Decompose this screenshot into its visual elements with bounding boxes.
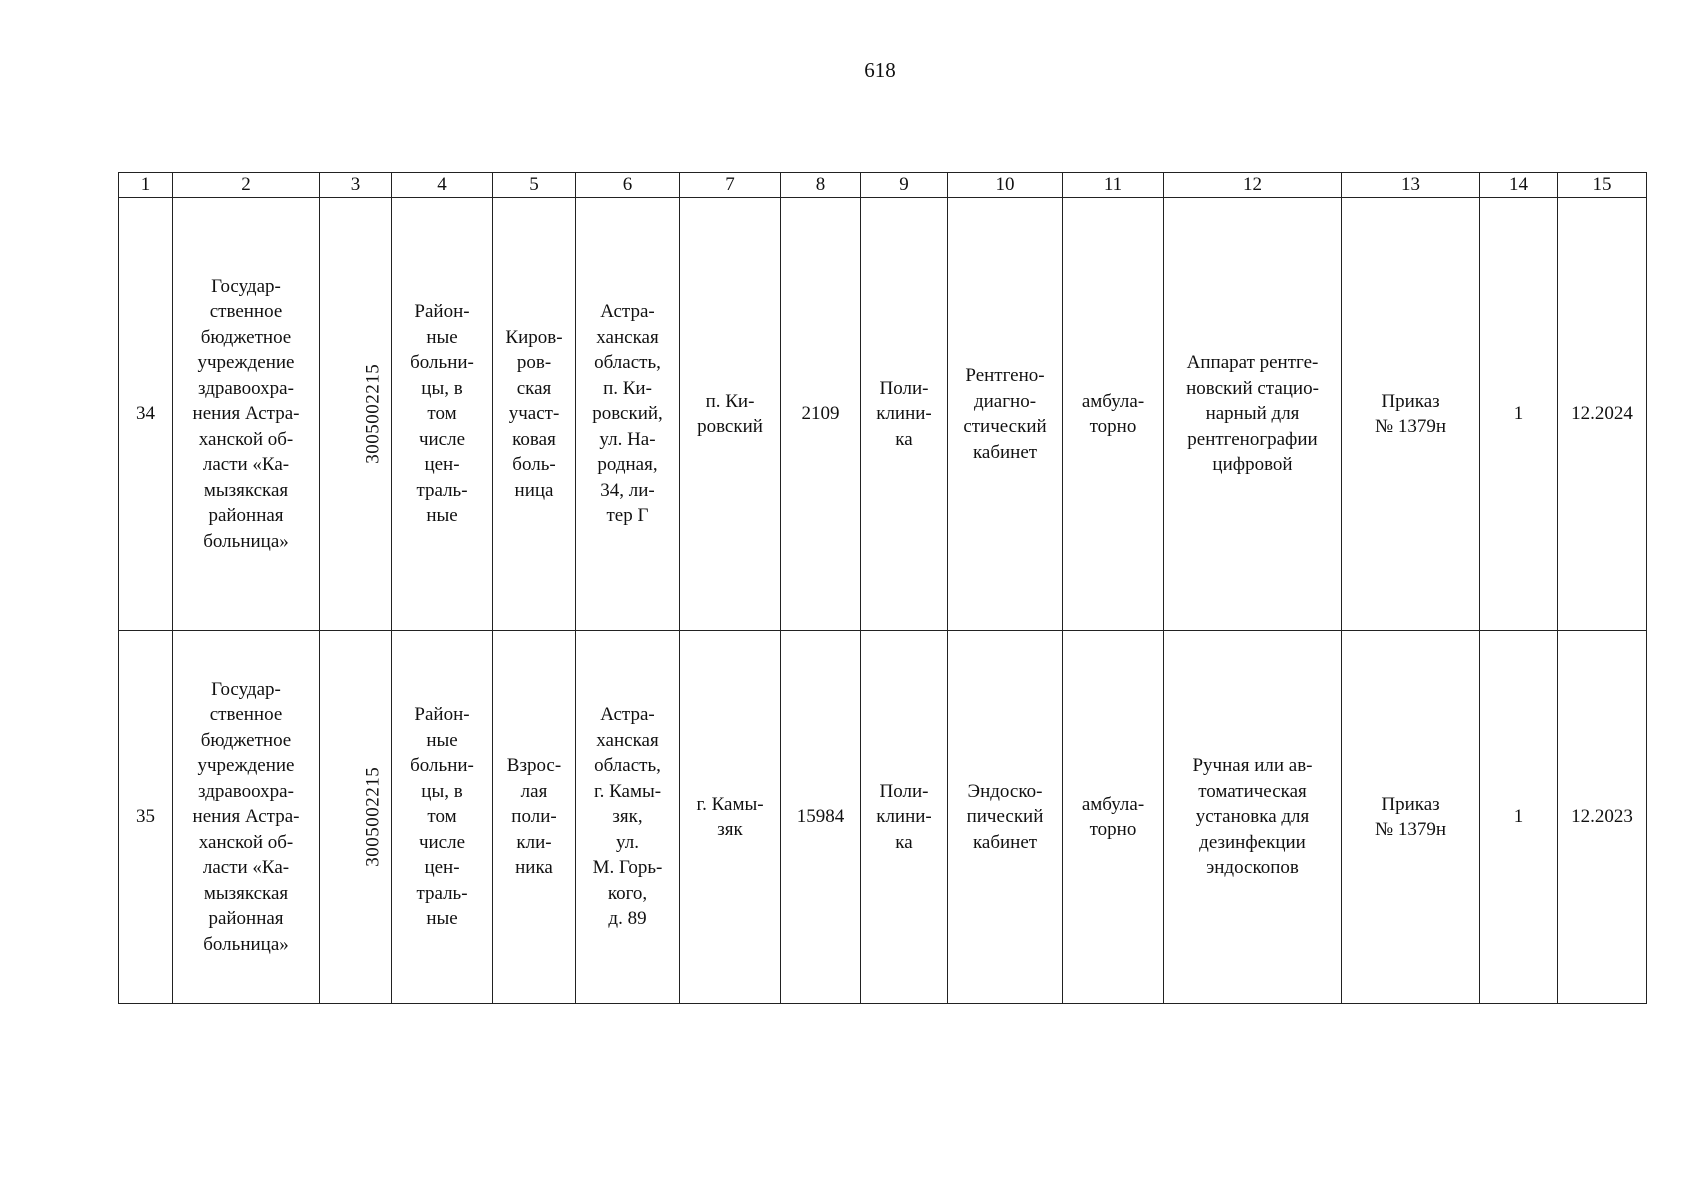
standard-cell: Приказ № 1379н xyxy=(1342,631,1480,1004)
column-header: 8 xyxy=(781,173,861,198)
column-header: 10 xyxy=(948,173,1063,198)
care-form-cell: амбула- торно xyxy=(1063,631,1164,1004)
equipment-cell: Аппарат рентге- новский стацио- нарный для рентгенографии цифровой xyxy=(1164,198,1342,631)
table-row xyxy=(119,631,1647,1004)
column-header: 13 xyxy=(1342,173,1480,198)
column-header: 4 xyxy=(392,173,493,198)
room-cell: Рентгено- диагно- стический кабинет xyxy=(948,198,1063,631)
equipment-table xyxy=(118,172,1647,1004)
row-number-cell: 35 xyxy=(119,631,173,1004)
date-cell: 12.2023 xyxy=(1558,631,1647,1004)
unit-cell: Поли- клини- ка xyxy=(861,198,948,631)
room-cell: Эндоско- пический кабинет xyxy=(948,631,1063,1004)
column-header: 14 xyxy=(1480,173,1558,198)
code-cell xyxy=(320,631,392,1004)
institution-code: 3005002215 xyxy=(362,767,384,867)
standard-cell: Приказ № 1379н xyxy=(1342,198,1480,631)
quantity-cell: 1 xyxy=(1480,631,1558,1004)
column-header: 2 xyxy=(173,173,320,198)
quantity-cell: 1 xyxy=(1480,198,1558,631)
institution-cell: Государ- ственное бюджетное учреждение здравоохра- нения Астра- ханской об- ласти «Ка- мызякская районная больница» xyxy=(173,631,320,1004)
equipment-cell: Ручная или ав- томатическая установка для дезинфекции эндоскопов xyxy=(1164,631,1342,1004)
population-cell: 15984 xyxy=(781,631,861,1004)
code-cell xyxy=(320,198,392,631)
column-header: 9 xyxy=(861,173,948,198)
column-header: 5 xyxy=(493,173,576,198)
column-header: 11 xyxy=(1063,173,1164,198)
date-cell: 12.2024 xyxy=(1558,198,1647,631)
care-form-cell: амбула- торно xyxy=(1063,198,1164,631)
table-row xyxy=(119,198,1647,631)
address-cell: Астра- ханская область, п. Ки- ровский, ул. На- родная, 34, ли- тер Г xyxy=(576,198,680,631)
facility-type-cell: Район- ные больни- цы, в том числе цен- траль- ные xyxy=(392,631,493,1004)
row-number-cell: 34 xyxy=(119,198,173,631)
column-header: 7 xyxy=(680,173,781,198)
unit-cell: Поли- клини- ка xyxy=(861,631,948,1004)
header-row xyxy=(119,173,1647,198)
page-number: 618 xyxy=(864,58,896,82)
institution-code: 3005002215 xyxy=(362,364,384,464)
column-header: 3 xyxy=(320,173,392,198)
locality-cell: п. Ки- ровский xyxy=(680,198,781,631)
column-header: 12 xyxy=(1164,173,1342,198)
institution-cell: Государ- ственное бюджетное учреждение здравоохра- нения Астра- ханской об- ласти «Ка- мызякская районная больница» xyxy=(173,198,320,631)
locality-cell: г. Камы- зяк xyxy=(680,631,781,1004)
division-cell: Взрос- лая поли- кли- ника xyxy=(493,631,576,1004)
population-cell: 2109 xyxy=(781,198,861,631)
column-header: 15 xyxy=(1558,173,1647,198)
column-header: 6 xyxy=(576,173,680,198)
address-cell: Астра- ханская область, г. Камы- зяк, ул. М. Горь- кого, д. 89 xyxy=(576,631,680,1004)
column-header: 1 xyxy=(119,173,173,198)
division-cell: Киров- ров- ская участ- ковая боль- ница xyxy=(493,198,576,631)
facility-type-cell: Район- ные больни- цы, в том числе цен- траль- ные xyxy=(392,198,493,631)
